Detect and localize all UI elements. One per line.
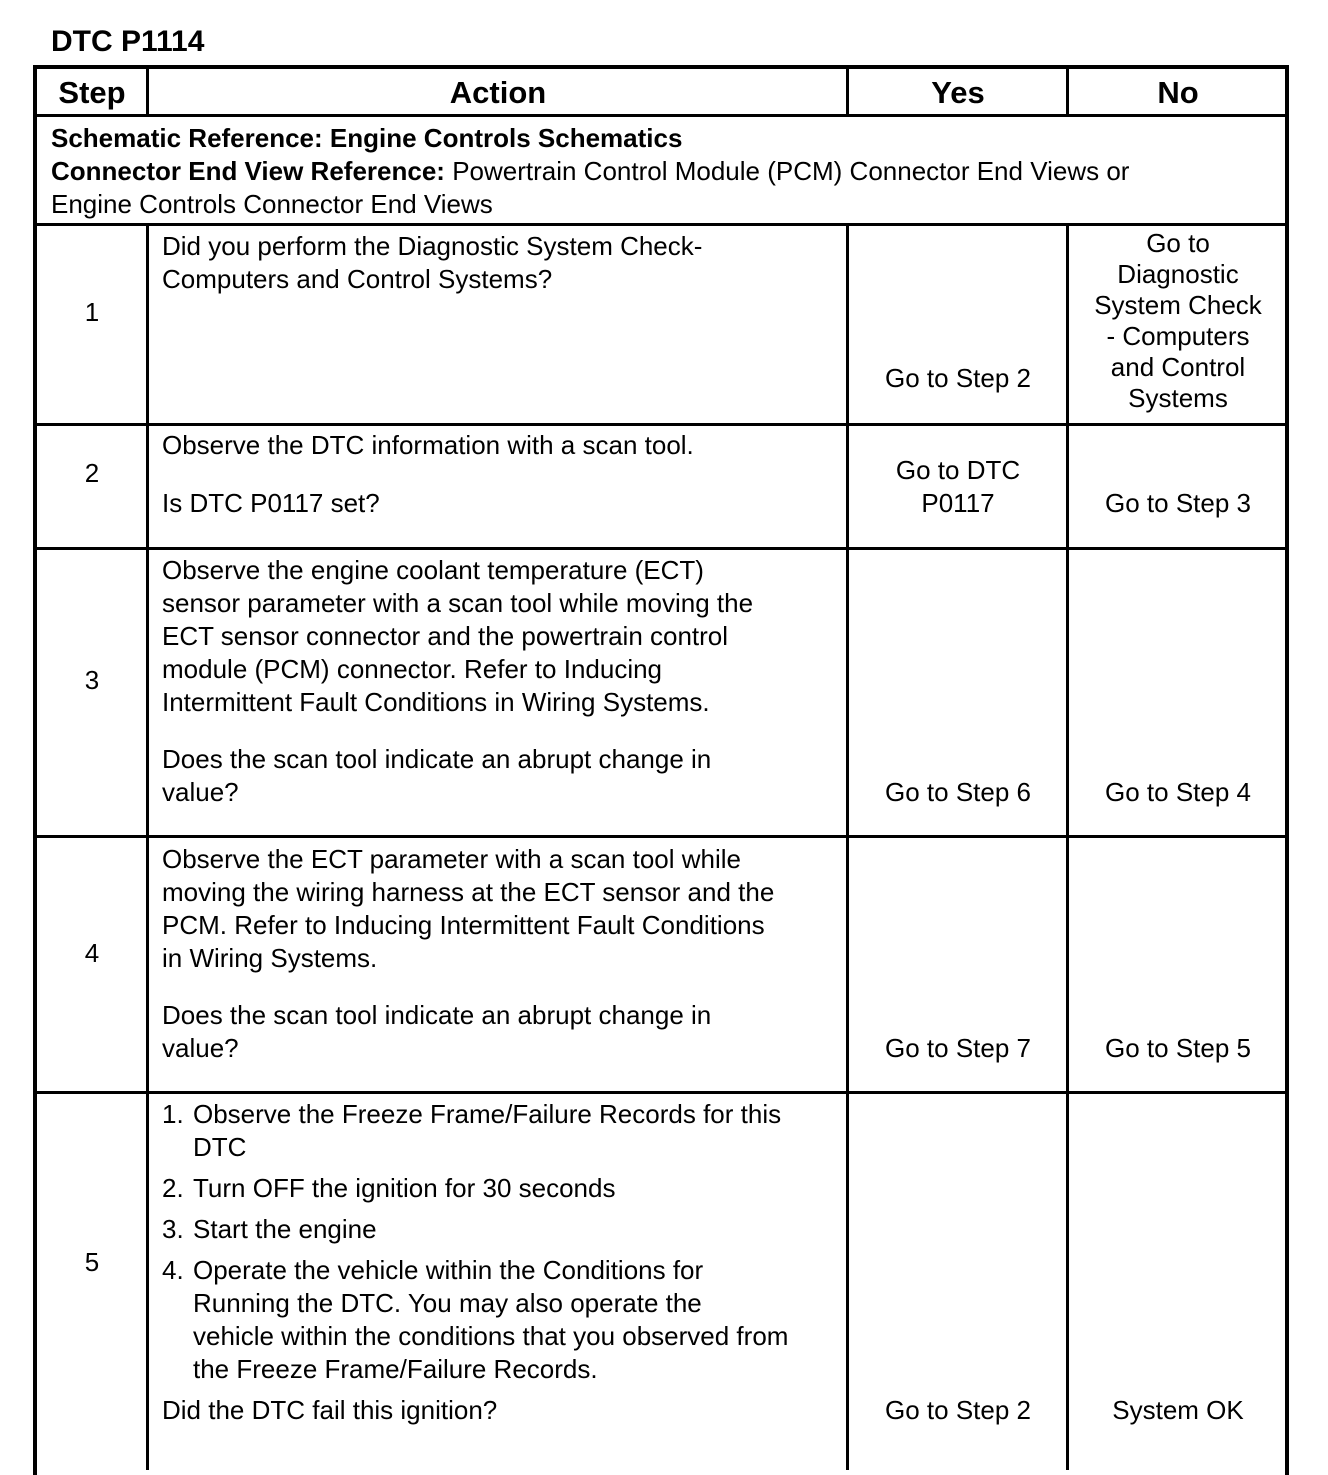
header-action: Action xyxy=(449,75,547,110)
divider xyxy=(33,547,1289,550)
list-number: 3. xyxy=(162,1214,184,1244)
list-number: 4. xyxy=(162,1255,184,1285)
action-text: Does the scan tool indicate an abrupt change in xyxy=(162,1000,712,1030)
action-text: Observe the DTC information with a scan tool. xyxy=(162,430,694,460)
connector-reference-text: Powertrain Control Module (PCM) Connector End Views or xyxy=(452,156,1130,186)
step-number: 2 xyxy=(84,458,100,488)
divider xyxy=(33,223,1289,226)
no-result: Go to Step 3 xyxy=(1105,488,1251,518)
action-text: ECT sensor connector and the powertrain control xyxy=(162,621,729,651)
connector-reference-label: Connector End View Reference: xyxy=(51,156,445,186)
divider xyxy=(33,835,1289,838)
list-item: vehicle within the conditions that you observed from xyxy=(193,1321,789,1351)
no-result: Go to Step 5 xyxy=(1105,1033,1251,1063)
divider xyxy=(33,423,1289,426)
list-item: Operate the vehicle within the Conditions for xyxy=(193,1255,704,1285)
header-yes: Yes xyxy=(931,75,985,110)
action-text: sensor parameter with a scan tool while moving the xyxy=(162,588,754,618)
divider xyxy=(33,1091,1289,1094)
yes-result: Go to Step 7 xyxy=(885,1033,1031,1063)
connector-reference xyxy=(51,155,1129,188)
list-item: Turn OFF the ignition for 30 seconds xyxy=(193,1173,616,1203)
list-number: 2. xyxy=(162,1173,184,1203)
action-text: Intermittent Fault Conditions in Wiring Systems. xyxy=(162,687,710,717)
no-result: System OK xyxy=(1112,1395,1244,1425)
yes-result: Go to Step 2 xyxy=(885,1395,1031,1425)
action-text: Did the DTC fail this ignition? xyxy=(162,1395,498,1425)
schematic-reference: Schematic Reference: Engine Controls Schematics xyxy=(51,123,683,153)
action-text: Is DTC P0117 set? xyxy=(162,488,380,518)
yes-result: Go to DTC P0117 xyxy=(895,455,1021,518)
step-number: 1 xyxy=(84,297,100,327)
action-text: Does the scan tool indicate an abrupt change in xyxy=(162,744,712,774)
list-item: Start the engine xyxy=(193,1214,377,1244)
action-text: value? xyxy=(162,777,239,807)
page-title: DTC P1114 xyxy=(51,25,205,58)
action-text: value? xyxy=(162,1033,239,1063)
action-text: moving the wiring harness at the ECT sensor and the xyxy=(162,877,775,907)
action-text: Computers and Control Systems? xyxy=(162,264,553,294)
no-result: Go to Diagnostic System Check - Computers and Control Systems xyxy=(1094,228,1262,413)
action-text: Did you perform the Diagnostic System Check- xyxy=(162,231,703,261)
no-result: Go to Step 4 xyxy=(1105,777,1251,807)
action-text: in Wiring Systems. xyxy=(162,943,378,973)
list-item: Observe the Freeze Frame/Failure Records for this xyxy=(193,1099,782,1129)
yes-result: Go to Step 2 xyxy=(885,363,1031,393)
divider xyxy=(33,114,1289,117)
header-step: Step xyxy=(58,75,126,110)
action-text: module (PCM) connector. Refer to Inducing xyxy=(162,654,663,684)
divider xyxy=(146,223,149,1470)
step-number: 4 xyxy=(84,938,100,968)
list-item: the Freeze Frame/Failure Records. xyxy=(193,1354,598,1384)
action-text: PCM. Refer to Inducing Intermittent Fault Conditions xyxy=(162,910,765,940)
divider xyxy=(846,223,849,1470)
header-no: No xyxy=(1157,75,1199,110)
list-number: 1. xyxy=(162,1099,184,1129)
action-text: Observe the ECT parameter with a scan tool while xyxy=(162,844,742,874)
yes-result: Go to Step 6 xyxy=(885,777,1031,807)
list-item: DTC xyxy=(193,1132,247,1162)
step-number: 5 xyxy=(84,1247,100,1277)
action-text: Observe the engine coolant temperature (ECT) xyxy=(162,555,704,585)
list-item: Running the DTC. You may also operate the xyxy=(193,1288,702,1318)
step-number: 3 xyxy=(84,665,100,695)
connector-reference-cont: Engine Controls Connector End Views xyxy=(51,189,493,219)
